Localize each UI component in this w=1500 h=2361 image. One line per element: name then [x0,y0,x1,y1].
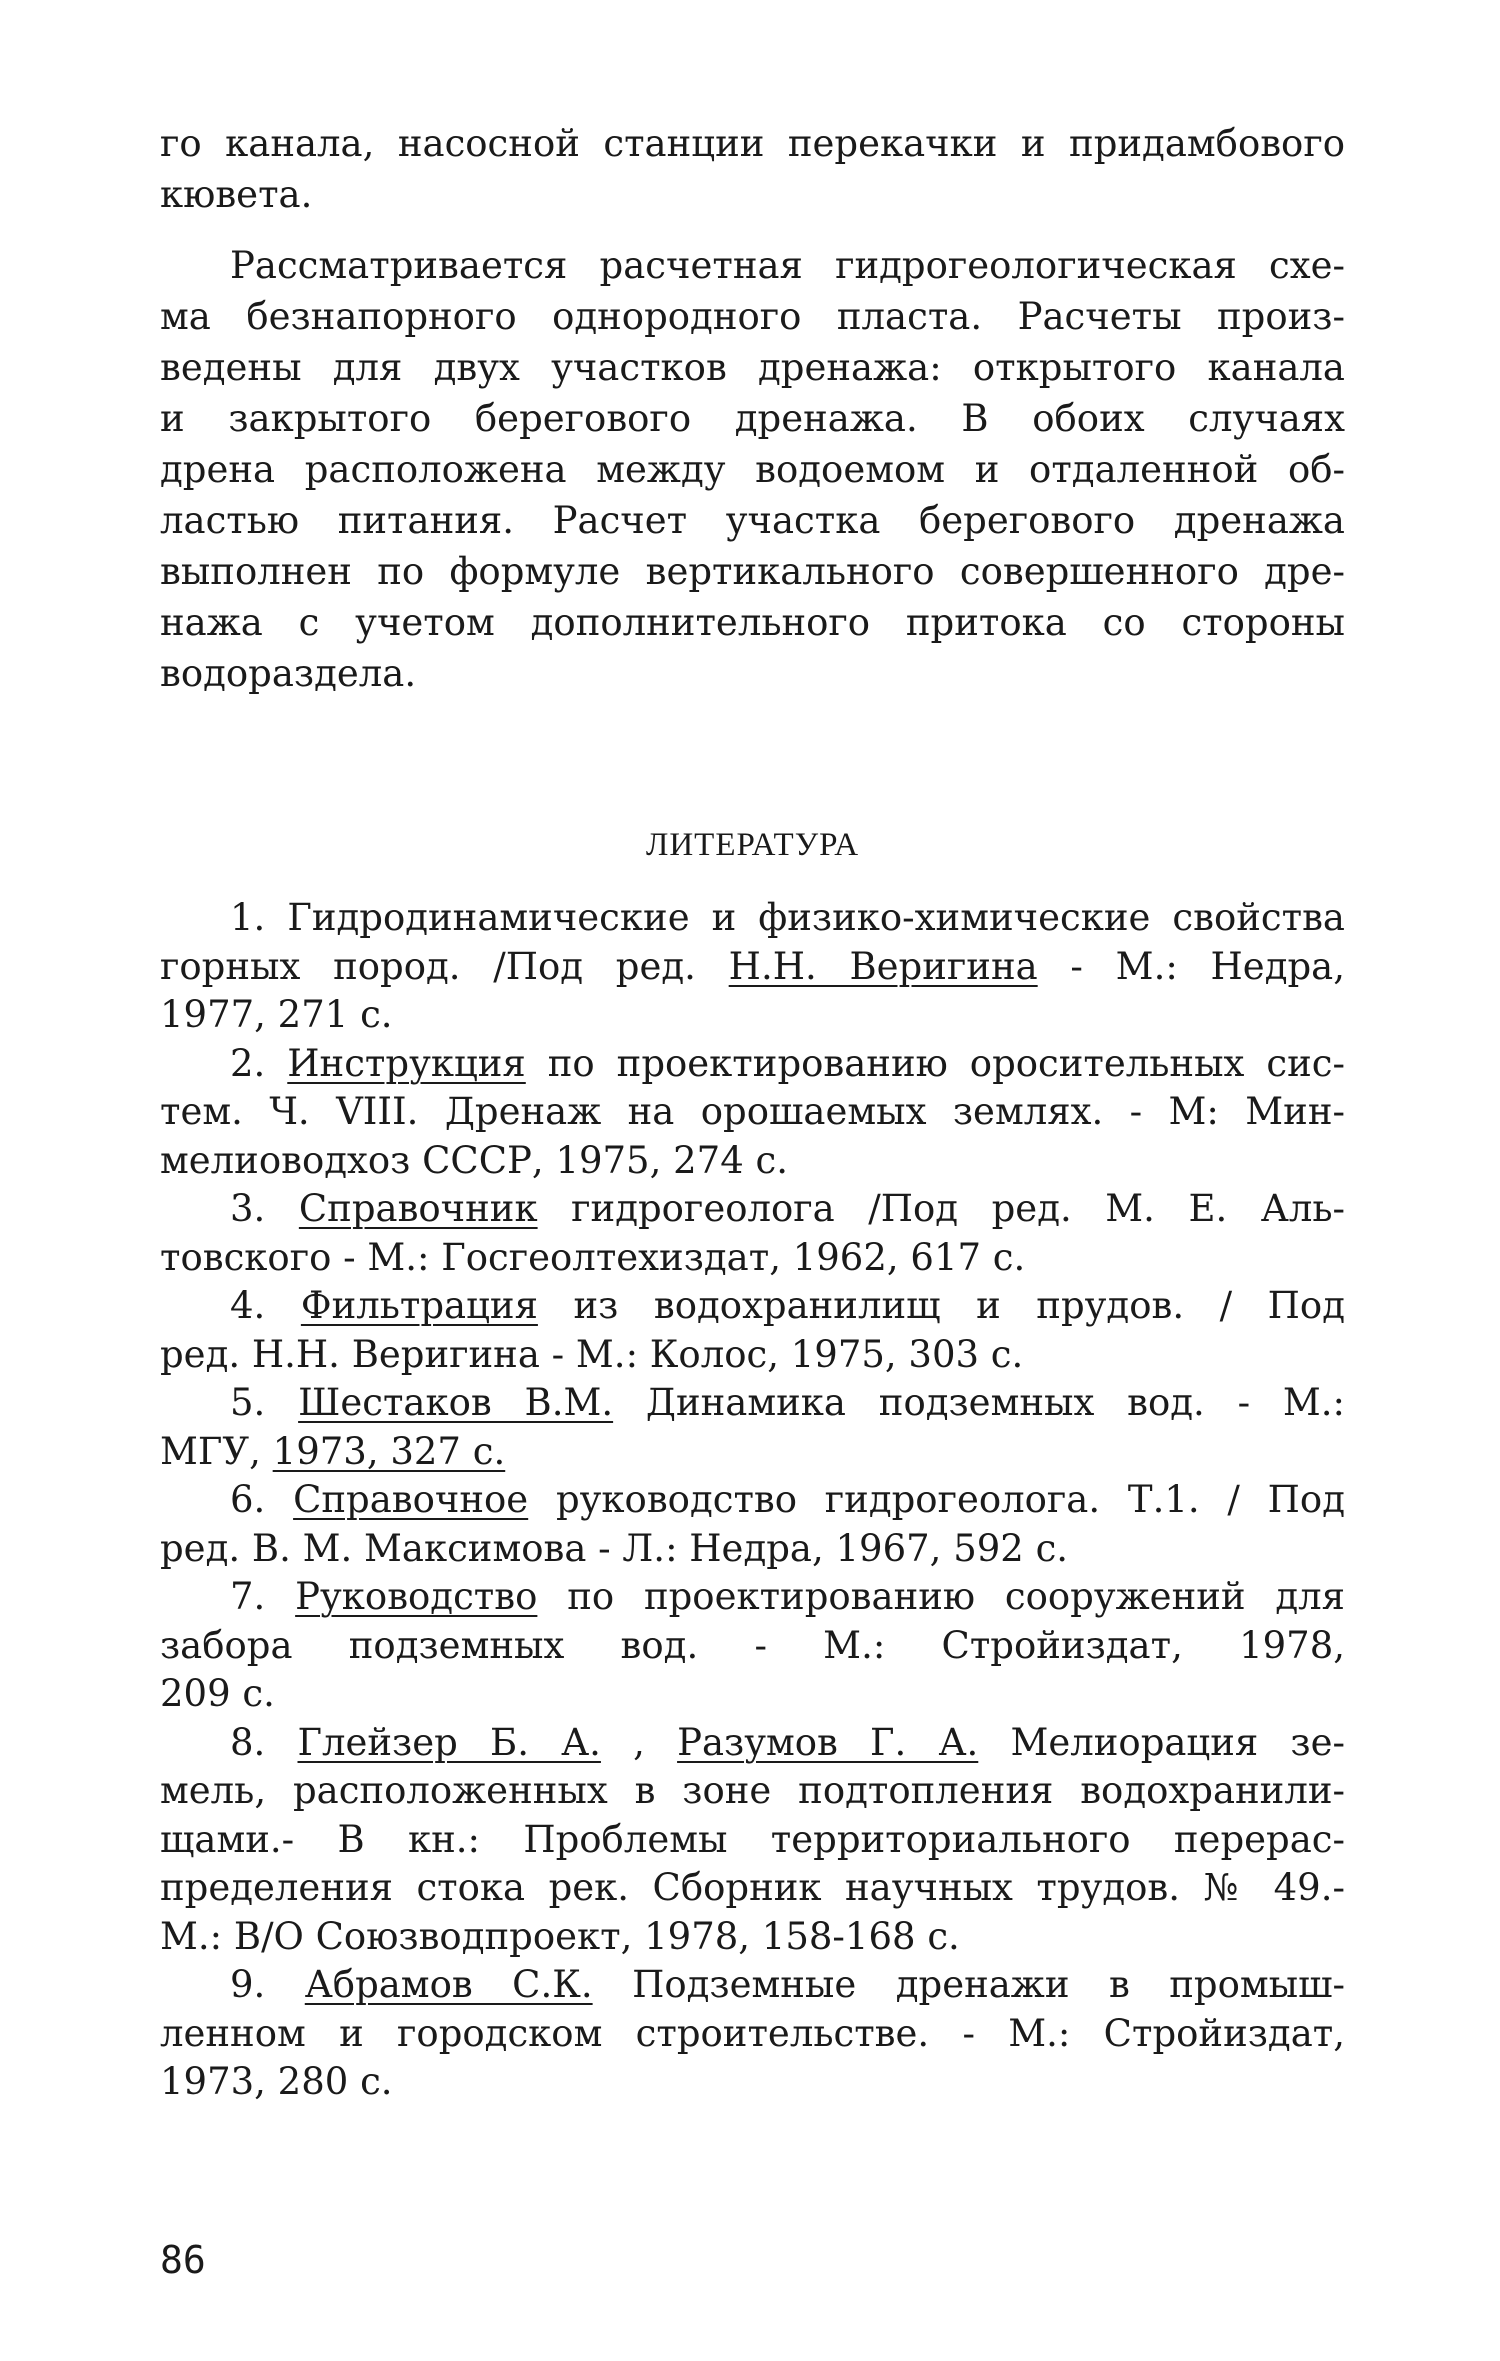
text-line: выполнен по формуле вертикального совершенного дре- [160,550,1345,593]
text-line: ластью питания. Расчет участка берегового дренажа [160,499,1345,542]
reference-text: 209 с. [160,1672,275,1715]
reference-line [160,1040,1345,1089]
reference-text: 2. [230,1041,288,1085]
reference-line [160,991,1345,1040]
reference-text: по проектированию сооружений для [537,1575,1345,1618]
reference-line [160,1088,1345,1137]
reference-text: 1. Гидродинамические и физико-химические свойства [230,896,1345,939]
reference-text: по проектированию оросительных сис- [525,1041,1345,1085]
reference-underlined-text: Глейзер Б. А. [297,1720,601,1764]
reference-line [160,1961,1345,2010]
reference-text: 8. [230,1720,298,1764]
reference-line [160,1913,1345,1962]
reference-text: товского - М.: Госгеолтехиздат, 1962, 617 с. [160,1235,1026,1279]
reference-line [160,943,1345,992]
reference-line [160,1331,1345,1380]
reference-text: ред. Н.Н. Веригина - М.: Колос, 1975, 303 с. [160,1332,1024,1376]
reference-item [160,894,1345,1040]
reference-text: 4. [230,1284,301,1327]
references-heading: ЛИТЕРАТУРА [645,827,860,863]
text-line: нажа с учетом дополнительного притока со стороны [160,601,1345,644]
reference-text: забора подземных вод. - М.: Стройиздат, 1978, [160,1623,1345,1667]
reference-line [160,1719,1345,1768]
reference-underlined-text: Шестаков В.М. [298,1381,614,1424]
reference-text: Динамика подземных вод. - М.: [613,1381,1345,1424]
text-line: и закрытого берегового дренажа. В обоих случаях [160,397,1345,440]
reference-item [160,1282,1345,1379]
reference-line [160,1525,1345,1574]
reference-text: 1977, 271 с. [160,993,393,1036]
reference-line [160,1137,1345,1186]
reference-line [160,1185,1345,1234]
reference-text: тем. Ч. VIII. Дренаж на орошаемых землях. - М: Мин- [160,1090,1345,1133]
reference-text: ленном и городском строительстве. - М.: Стройиздат, [160,2011,1345,2055]
reference-item [160,1719,1345,1962]
reference-line [160,1282,1345,1331]
reference-item [160,1573,1345,1719]
reference-text: щами.- В кн.: Проблемы территориального перерас- [160,1817,1345,1861]
reference-text: ред. В. М. Максимова - Л.: Недра, 1967, 592 с. [160,1526,1069,1570]
reference-underlined-text: Руководство [295,1575,538,1618]
reference-text: гидрогеолога /Под ред. М. Е. Аль- [537,1187,1345,1230]
reference-line [160,1670,1345,1719]
reference-line [160,1428,1345,1477]
references-list [160,894,1345,2107]
reference-text: пределения стока рек. Сборник научных трудов. № 49.- [160,1866,1345,1909]
reference-line [160,2058,1345,2107]
reference-underlined-text: Абрамов С.К. [304,1963,593,2006]
reference-underlined-text: Н.Н. Веригина [728,944,1038,988]
reference-text: мелиоводхоз СССР, 1975, 274 с. [160,1138,788,1182]
reference-text: мель, расположенных в зоне подтопления водохранили- [160,1769,1345,1812]
page-number: 86 [160,2238,206,2282]
reference-line [160,1864,1345,1913]
reference-underlined-text: Справочное [293,1478,529,1521]
reference-underlined-text: Разумов Г. А. [677,1720,979,1764]
reference-item [160,1185,1345,1282]
paragraph-gap [160,220,1345,240]
reference-line [160,1234,1345,1283]
reference-text: 5. [230,1381,299,1424]
reference-underlined-text: Фильтрация [300,1284,538,1327]
reference-text: М.: В/О Союзводпроект, 1978, 158-168 с. [160,1914,960,1958]
reference-text: 1973, 280 с. [160,2060,393,2103]
reference-item [160,1961,1345,2107]
reference-text: МГУ, [160,1429,273,1473]
reference-item [160,1040,1345,1186]
reference-line [160,1476,1345,1525]
reference-text: 7. [230,1575,296,1618]
reference-line [160,1622,1345,1671]
text-line: Рассматривается расчетная гидрогеологическая схе- [230,244,1345,287]
reference-text: руководство гидрогеолога. Т.1. / Под [528,1478,1345,1521]
reference-underlined-text: 1973, 327 с. [272,1429,506,1473]
reference-item [160,1476,1345,1573]
reference-text: из водохранилищ и прудов. / Под [537,1284,1345,1327]
reference-text: Мелиорация зе- [978,1720,1345,1764]
reference-text: 6. [230,1478,294,1521]
reference-line [160,1816,1345,1865]
text-line: ма безнапорного однородного пласта. Расчеты произ- [160,295,1345,338]
reference-line [160,1767,1345,1816]
reference-text: - М.: Недра, [1037,944,1345,988]
reference-line [160,2010,1345,2059]
reference-line [160,1379,1345,1428]
reference-text: 9. [230,1963,305,2006]
text-line: водораздела. [160,652,417,695]
reference-item [160,1379,1345,1476]
reference-line [160,894,1345,943]
reference-underlined-text: Инструкция [287,1041,526,1085]
paragraph-continuation [160,118,1345,220]
reference-underlined-text: Справочник [298,1187,538,1230]
text-line: дрена расположена между водоемом и отдаленной об- [160,448,1345,491]
text-line: кювета. [160,173,313,216]
reference-text: горных пород. /Под ред. [160,944,729,988]
reference-text: Подземные дренажи в промыш- [592,1963,1345,2006]
text-line: ведены для двух участков дренажа: открытого канала [160,346,1345,389]
document-page [160,118,1345,2107]
reference-text: 3. [230,1187,299,1230]
paragraph-method [160,240,1345,699]
text-line: го канала, насосной станции перекачки и придамбового [160,122,1345,165]
reference-line [160,1573,1345,1622]
reference-text: , [600,1720,678,1764]
